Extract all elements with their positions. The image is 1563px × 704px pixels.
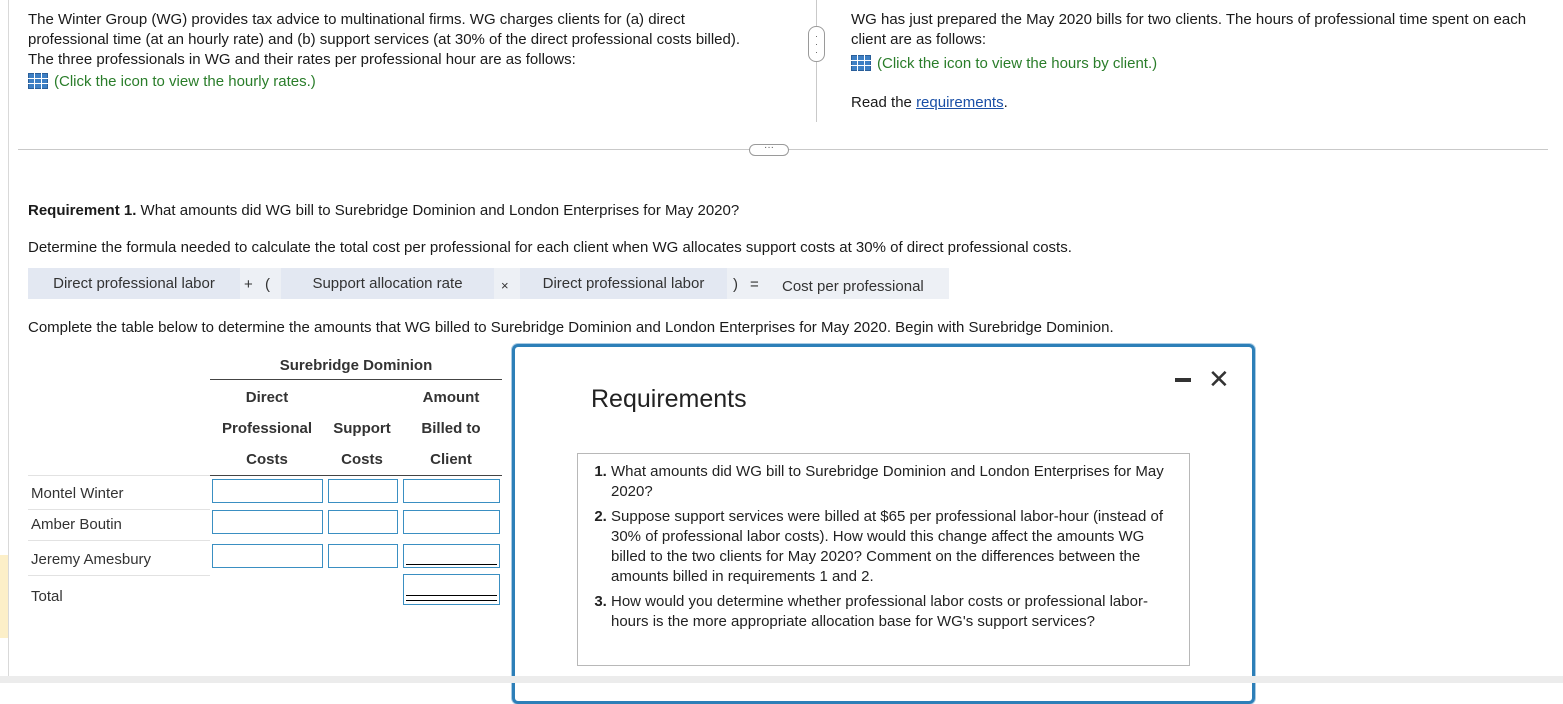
requirements-list [578,454,1189,632]
requirement-1-label: Requirement 1. [28,202,137,219]
row-divider [28,475,210,476]
bottom-bar [0,676,1563,683]
col3-line1: Amount [422,389,480,406]
col-header-direct-costs [212,382,322,475]
table-title: Surebridge Dominion [279,357,433,374]
table-grid-icon[interactable] [28,73,48,89]
left-row-highlight [0,555,8,638]
horizontal-split-handle[interactable]: ··· [749,144,789,156]
col1-line3: Costs [246,451,288,468]
row-label-amber-boutin: Amber Boutin [31,516,122,533]
col-header-amount-billed [402,382,500,475]
input-amber-support-costs[interactable] [328,510,398,534]
formula-times: × [501,278,509,293]
intro-right [851,10,1556,113]
table-grid-icon[interactable] [851,55,871,71]
input-amber-amount-billed[interactable] [403,510,500,534]
requirement-item-1: 1. What amounts did WG bill to Surebridge Dominion and London Enterprises for May 2020? [611,462,1179,503]
minimize-icon[interactable] [1175,378,1191,382]
input-jeremy-direct-costs[interactable] [212,544,323,568]
requirement-item-3: 3. How would you determine whether professional labor costs or professional labor-hours is the more appropriate allocation base for WG's support services? [611,592,1179,633]
formula-term-support-rate[interactable]: Support allocation rate [281,268,494,299]
hourly-rates-link-text[interactable]: (Click the icon to view the hourly rates.) [54,73,316,90]
determine-instruction: Determine the formula needed to calculate the total cost per professional for each client when WG allocates support costs at 30% of direct professional costs. [28,239,1072,256]
formula-equals: = [750,276,759,293]
formula-term-direct-labor-2[interactable]: Direct professional labor [520,268,727,299]
input-total-amount-billed[interactable] [403,574,500,605]
intro-left-text: The Winter Group (WG) provides tax advice to multinational firms. WG charges clients for (a) direct professional time (at an hourly rate) and (b) support services (at 30% of the direct professional costs billed). The three professionals in WG and their rates per professional hour are as follows: [28,11,741,68]
requirement-item-2: 2. Suppose support services were billed at $65 per professional labor-hour (instead of 30% of professional labor costs). How would this change affect the amounts WG billed to the two clients for May 2020? Comment on the differences between the amounts billed in requirements 1 and 2. [611,507,1179,588]
input-montel-amount-billed[interactable] [403,479,500,503]
close-icon[interactable]: ✕ [1208,364,1230,394]
hourly-rates-link[interactable] [28,72,758,92]
row-divider [28,575,210,576]
row-divider [28,509,210,510]
dialog-title: Requirements [591,385,747,413]
requirements-dialog [512,344,1255,704]
col2-line3: Costs [341,451,383,468]
col3-line2: Billed to [421,420,481,437]
col3-line3: Client [430,451,472,468]
formula-close-paren: ) [733,276,738,293]
col2-line1 [327,382,397,413]
col1-line2: Professional [221,420,313,437]
formula-open-paren: ( [265,276,270,293]
col2-line2: Support [333,420,391,437]
read-prefix: Read the [851,94,912,111]
complete-instruction: Complete the table below to determine the amounts that WG billed to Surebridge Dominion and London Enterprises for May 2020. Begin with Surebridge Dominion. [28,319,1114,336]
intro-left [28,10,758,92]
input-jeremy-support-costs[interactable] [328,544,398,568]
requirement-1-heading [28,202,739,219]
table-title-rule [210,379,502,380]
intro-right-text: WG has just prepared the May 2020 bills for two clients. The hours of professional time spent on each client are as follows: [851,11,1527,48]
formula-plus: + [244,276,253,293]
row-divider [28,540,210,541]
read-requirements-line [851,93,1556,113]
table-header-rule [210,475,502,476]
col-header-support-costs [327,382,397,475]
input-jeremy-amount-billed[interactable] [403,544,500,568]
input-amber-direct-costs[interactable] [212,510,323,534]
vertical-split-handle[interactable]: · · · [808,26,825,62]
hours-by-client-link-text[interactable]: (Click the icon to view the hours by client.) [877,55,1158,72]
requirements-link[interactable]: requirements [916,94,1004,111]
formula-term-direct-labor[interactable]: Direct professional labor [28,268,240,299]
input-montel-direct-costs[interactable] [212,479,323,503]
col1-line1: Direct [245,389,289,406]
formula-row [28,268,949,299]
requirements-list-box [577,453,1190,666]
row-label-jeremy-amesbury: Jeremy Amesbury [31,551,152,568]
input-montel-support-costs[interactable] [328,479,398,503]
requirement-1-question: What amounts did WG bill to Surebridge Dominion and London Enterprises for May 2020? [140,202,740,219]
hours-by-client-link[interactable] [851,54,1556,74]
row-label-total: Total [31,588,63,605]
row-label-montel-winter: Montel Winter [31,485,124,502]
read-suffix: . [1003,94,1008,111]
formula-result: Cost per professional [782,278,924,295]
